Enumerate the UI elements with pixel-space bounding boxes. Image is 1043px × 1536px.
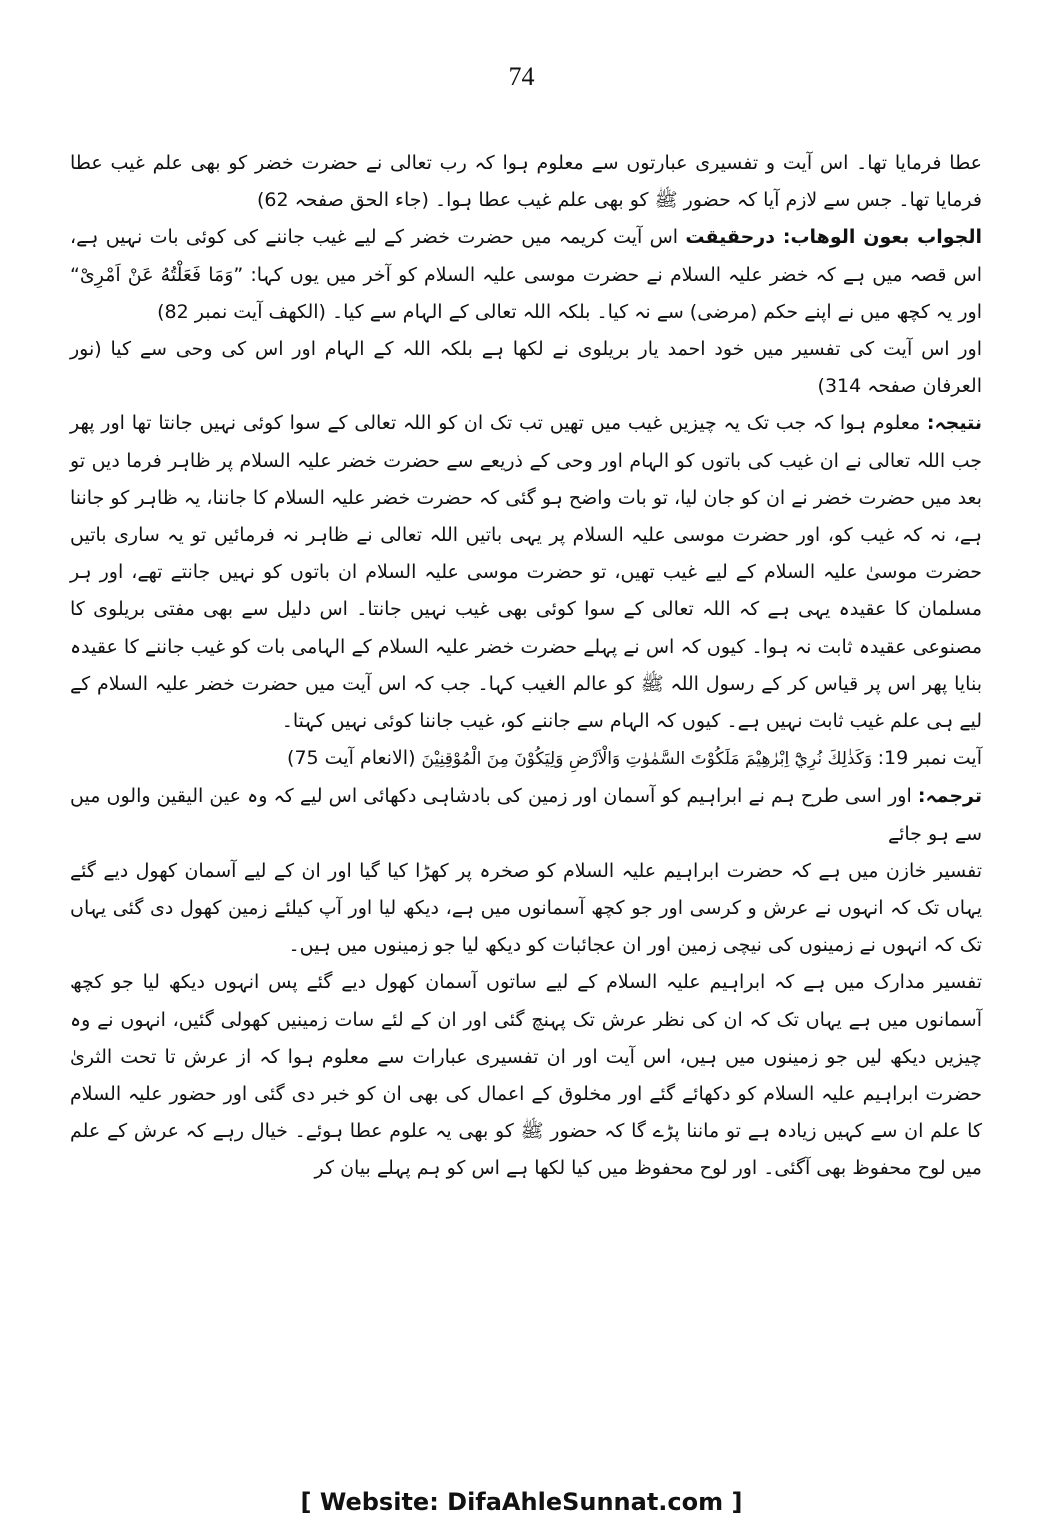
paragraph-1: عطا فرمایا تھا۔ اس آیت و تفسیری عبارتوں سے معلوم ہوا کہ رب تعالی نے حضرت خضر کو بھی علم غیب عطا فرمایا تھا۔ جس سے لازم آیا کہ حضور ﷺ کو بھی علم غیب عطا ہوا۔ (جاء الحق صفحہ 62): [70, 152, 982, 212]
verse-number-label: آیت نمبر 19:: [877, 747, 982, 770]
paragraph-khazin: تفسیر خازن میں ہے کہ حضرت ابراہیم علیہ السلام کو صخرہ پر کھڑا کیا گیا اور ان کے لیے آسمان کھول دیے گئے یہاں تک کہ انہوں نے عرش و کرسی اور جو کچھ آسمانوں میں ہے، دیکھ لیا اور آپ کیلئے زمین کھول دی گئی یہاں تک کہ انہوں نے زمینوں کی نیچی زمین اور ان عجائبات کو دیکھ لیا جو زمینوں میں ہیں۔: [70, 859, 982, 957]
paragraph-4-text: معلوم ہوا کہ جب تک یہ چیزیں غیب میں تھیں تب تک ان کو اللہ تعالی کے سوا کوئی نہیں جانتا تھا اور پھر جب اللہ تعالی نے ان غیب کی باتوں کو الہام اور وحی کے ذریعے سے حضرت خضر علیہ السلام پر ظاہر فرما دیں تو بعد میں حضرت خضر نے ان کو جان لیا، تو بات واضح ہو گئی کہ حضرت خضر علیہ السلام کا جاننا، یہ ظاہر کو جاننا ہے، نہ کہ غیب کو، اور حضرت موسی علیہ السلام پر یہی باتیں اللہ تعالی نے ظاہر نہ فرمائیں تو یہ ساری باتیں حضرت موسیٰ علیہ السلام کے لیے غیب تھیں، تو حضرت موسی علیہ السلام ان باتوں کو نہیں جانتے تھے، اور ہر مسلمان کا عقیدہ یہی ہے کہ اللہ تعالی کے سوا کوئی بھی غیب نہیں جانتا۔ اس دلیل سے بھی مفتی بریلوی کا مصنوعی عقیدہ ثابت نہ ہوا۔ کیوں کہ اس نے پہلے حضرت خضر علیہ السلام کے الہامی بات کو غیب جاننے کا عقیدہ بنایا پھر اس پر قیاس کر کے رسول اللہ ﷺ کو عالم الغیب کہا۔ جب کہ اس آیت میں حضرت خضر علیہ السلام کے لیے ہی علم غیب ثابت نہیں ہے۔ کیوں کہ الہام سے جاننے کو، غیب جاننا کوئی نہیں کہتا۔: [70, 412, 982, 733]
paragraph-3: اور اس آیت کی تفسیر میں خود احمد یار بریلوی نے لکھا ہے بلکہ اللہ کے الہام اور اس کی وحی سے کیا (نور العرفان صفحہ 314): [70, 338, 982, 398]
website-footer: [ Website: DifaAhleSunnat.com ]: [300, 1488, 743, 1516]
paragraph-2-text: اس آیت کریمہ میں حضرت خضر کے لیے غیب جاننے کی کوئی بات نہیں ہے، اس قصہ میں ہے کہ خضر علیہ السلام نے حضرت موسی علیہ السلام کو آخر میں یوں کہا: ”وَمَا فَعَلْتُهُ عَنْ اَمْرِیْ“ اور یہ کچھ میں نے اپنے حکم (مرضی) سے نہ کیا۔ بلکہ اللہ تعالی کے الہام سے کیا۔ (الکھف آیت نمبر 82): [70, 226, 982, 323]
verse-arabic: وَكَذٰلِكَ نُرِيْٓ اِبْرٰهِيْمَ مَلَكُوْتَ السَّمٰوٰتِ وَالْاَرْضِ وَلِيَكُوْنَ مِنَ الْمُوْقِنِيْنَ: [421, 749, 878, 770]
translation-heading: ترجمہ:: [917, 785, 982, 808]
translation-paragraph: [70, 778, 982, 852]
paragraph-madarik: تفسیر مدارک میں ہے کہ ابراہیم علیہ السلام کے لیے ساتوں آسمان کھول دیے گئے پس انہوں دیکھ لیا جو کچھ آسمانوں میں ہے یہاں تک کہ ان کی نظر عرش تک پہنچ گئی اور ان کے لئے سات زمینیں کھولی گئیں، انہوں نے وہ چیزیں دیکھ لیں جو زمینوں میں ہیں، اس آیت اور ان تفسیری عبارات سے معلوم ہوا کہ از عرش تا تحت الثریٰ حضرت ابراہیم علیہ السلام کو دکھائے گئے اور مخلوق کے اعمال کی بھی ان کو خبر دی گئی اور حضور علیہ السلام کا علم ان سے کہیں زیادہ ہے تو ماننا پڑے گا کہ حضور ﷺ کو بھی یہ علوم عطا ہوئے۔ خیال رہے کہ عرش کے علم میں لوح محفوظ بھی آگئی۔ اور لوح محفوظ میں کیا لکھا ہے اس کو ہم پہلے بیان کر: [70, 971, 982, 1180]
verse-reference: (الانعام آیت 75): [287, 747, 422, 770]
answer-heading: الجواب بعون الوھاب: درحقیقت: [685, 226, 982, 249]
paragraph-2: [70, 219, 982, 331]
body-text: [70, 145, 982, 1188]
paragraph-4: [70, 405, 982, 740]
verse-line: [70, 740, 982, 778]
result-heading: نتیجہ:: [926, 412, 982, 435]
translation-text: اور اسی طرح ہم نے ابراہیم کو آسمان اور زمین کی بادشاہی دکھائی اس لیے کہ وہ عین الیقین والوں میں سے ہو جائے: [70, 785, 982, 845]
page-number: 74: [508, 62, 535, 91]
